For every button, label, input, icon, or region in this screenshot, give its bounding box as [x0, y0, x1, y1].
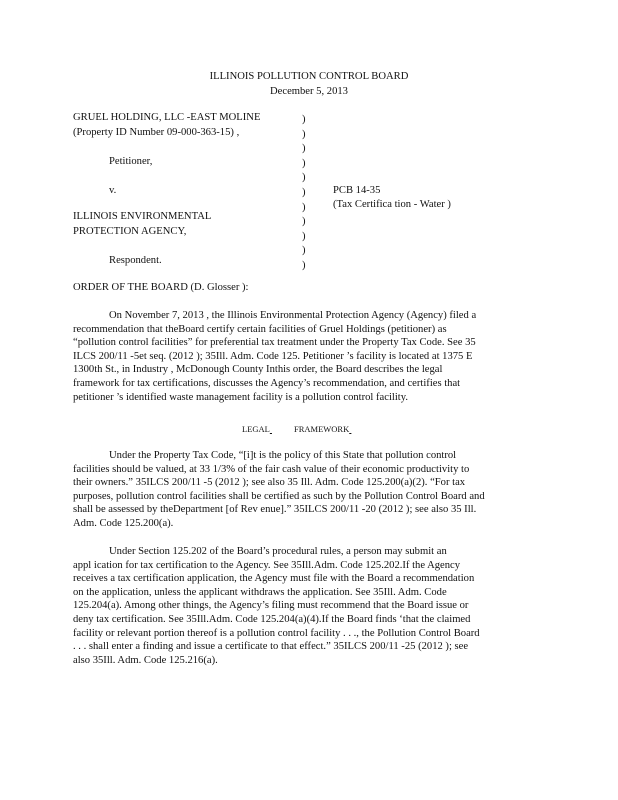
order-heading: ORDER OF THE BOARD (D. Glosser ): [73, 282, 249, 293]
property-id: (Property ID Number 09-000-363-15) , [73, 127, 240, 138]
bracket-char: ) [302, 216, 306, 228]
text-line: Under Section 125.202 of the Board’s procedural rules, a person may submit an [109, 546, 447, 557]
text-line: framework for tax certifications, discusses the Agency’s recommendation, and certifies that [73, 377, 461, 389]
bracket-char: ) [302, 201, 306, 213]
text-line: appl ication for tax certification to the Agency. See 35Ill.Adm. Code 125.202.If the Agency [73, 559, 461, 571]
text-line: facility or relevant portion thereof is a pollution control facility . . ., the Pollution Control Board [73, 627, 480, 639]
section-heading-word: FRAMEWORK [293, 424, 350, 434]
caption-bracket [302, 113, 312, 274]
text-line: deny tax certification. See 35Ill.Adm. Code 125.204(a)(4).If the Board finds ‘that the claimed [73, 613, 471, 625]
bracket-char: ) [302, 259, 306, 271]
bracket-char: ) [302, 157, 306, 169]
section-heading-word: LEGAL [242, 424, 270, 434]
versus-label: v. [109, 185, 117, 196]
bracket-char: ) [302, 172, 306, 184]
bracket-char: ) [302, 143, 306, 155]
text-line: 1300th St., in Industry , McDonough County Inthis order, the Board describes the legal [73, 364, 443, 376]
respondent-name-line1: ILLINOIS ENVIRONMENTAL [73, 211, 212, 222]
text-line: Under the Property Tax Code, “[i]t is the policy of this State that pollution control [109, 450, 457, 461]
text-line: on the application, unless the applicant withdraws the application. See 35Ill. Adm. Code [73, 586, 447, 598]
section-heading [242, 424, 387, 434]
petitioner-label: Petitioner, [109, 156, 153, 167]
text-line: purposes, pollution control facilities shall be certified as such by the Pollution Control Board and [73, 490, 485, 502]
bracket-char: ) [302, 128, 306, 140]
board-title: ILLINOIS POLLUTION CONTROL BOARD [209, 71, 409, 82]
text-line: On November 7, 2013 , the Illinois Environmental Protection Agency (Agency) filed a [109, 310, 477, 321]
text-line: facilities should be valued, at 33 1/3% of the fair cash value of their economic productivity to [73, 463, 470, 475]
bracket-char: ) [302, 114, 306, 125]
text-line: ILCS 200/11 -5et seq. (2012 ); 35Ill. Adm. Code 125. Petitioner ’s facility is located at 1375 E [73, 350, 473, 362]
bracket-char: ) [302, 245, 306, 257]
respondent-name-line2: PROTECTION AGENCY, [73, 226, 187, 237]
text-line: recommendation that theBoard certify certain facilities of Gruel Holdings (petitioner) as [73, 323, 447, 335]
text-line: . . . shall enter a finding and issue a certificate to that effect.” 35ILCS 200/11 -25 (2012 ); see [73, 641, 469, 653]
text-line: also 35Ill. Adm. Code 125.216(a). [73, 654, 218, 666]
bracket-char: ) [302, 186, 306, 198]
paragraph-intro [73, 309, 538, 404]
paragraph-legal-framework [73, 449, 538, 531]
order-date: December 5, 2013 [270, 86, 348, 97]
text-line: “pollution control facilities” for preferential tax treatment under the Property Tax Code. See 35 [73, 337, 476, 349]
text-line: Adm. Code 125.200(a). [73, 517, 174, 529]
paragraph-section-125-202 [73, 545, 538, 667]
bracket-char: ) [302, 230, 306, 242]
case-type: (Tax Certifica tion - Water ) [333, 199, 451, 210]
text-line: 125.204(a). Among other things, the Agency’s filing must recommend that the Board issue or [73, 600, 469, 612]
respondent-label: Respondent. [109, 255, 162, 266]
text-line: petitioner ’s identified waste management facility is a pollution control facility. [73, 391, 408, 403]
text-line: shall be assessed by theDepartment [of Rev enue].” 35ILCS 200/11 -20 (2012 ); see also 35 Ill. [73, 504, 477, 516]
text-line: their owners.” 35ILCS 200/11 -5 (2012 ); see also 35 Ill. Adm. Code 125.200(a)(2). “For tax [73, 477, 466, 489]
case-number: PCB 14-35 [333, 185, 381, 196]
text-line: receives a tax certification application, the Agency must file with the Board a recommendation [73, 573, 475, 585]
petitioner-name: GRUEL HOLDING, LLC -EAST MOLINE [73, 112, 261, 123]
